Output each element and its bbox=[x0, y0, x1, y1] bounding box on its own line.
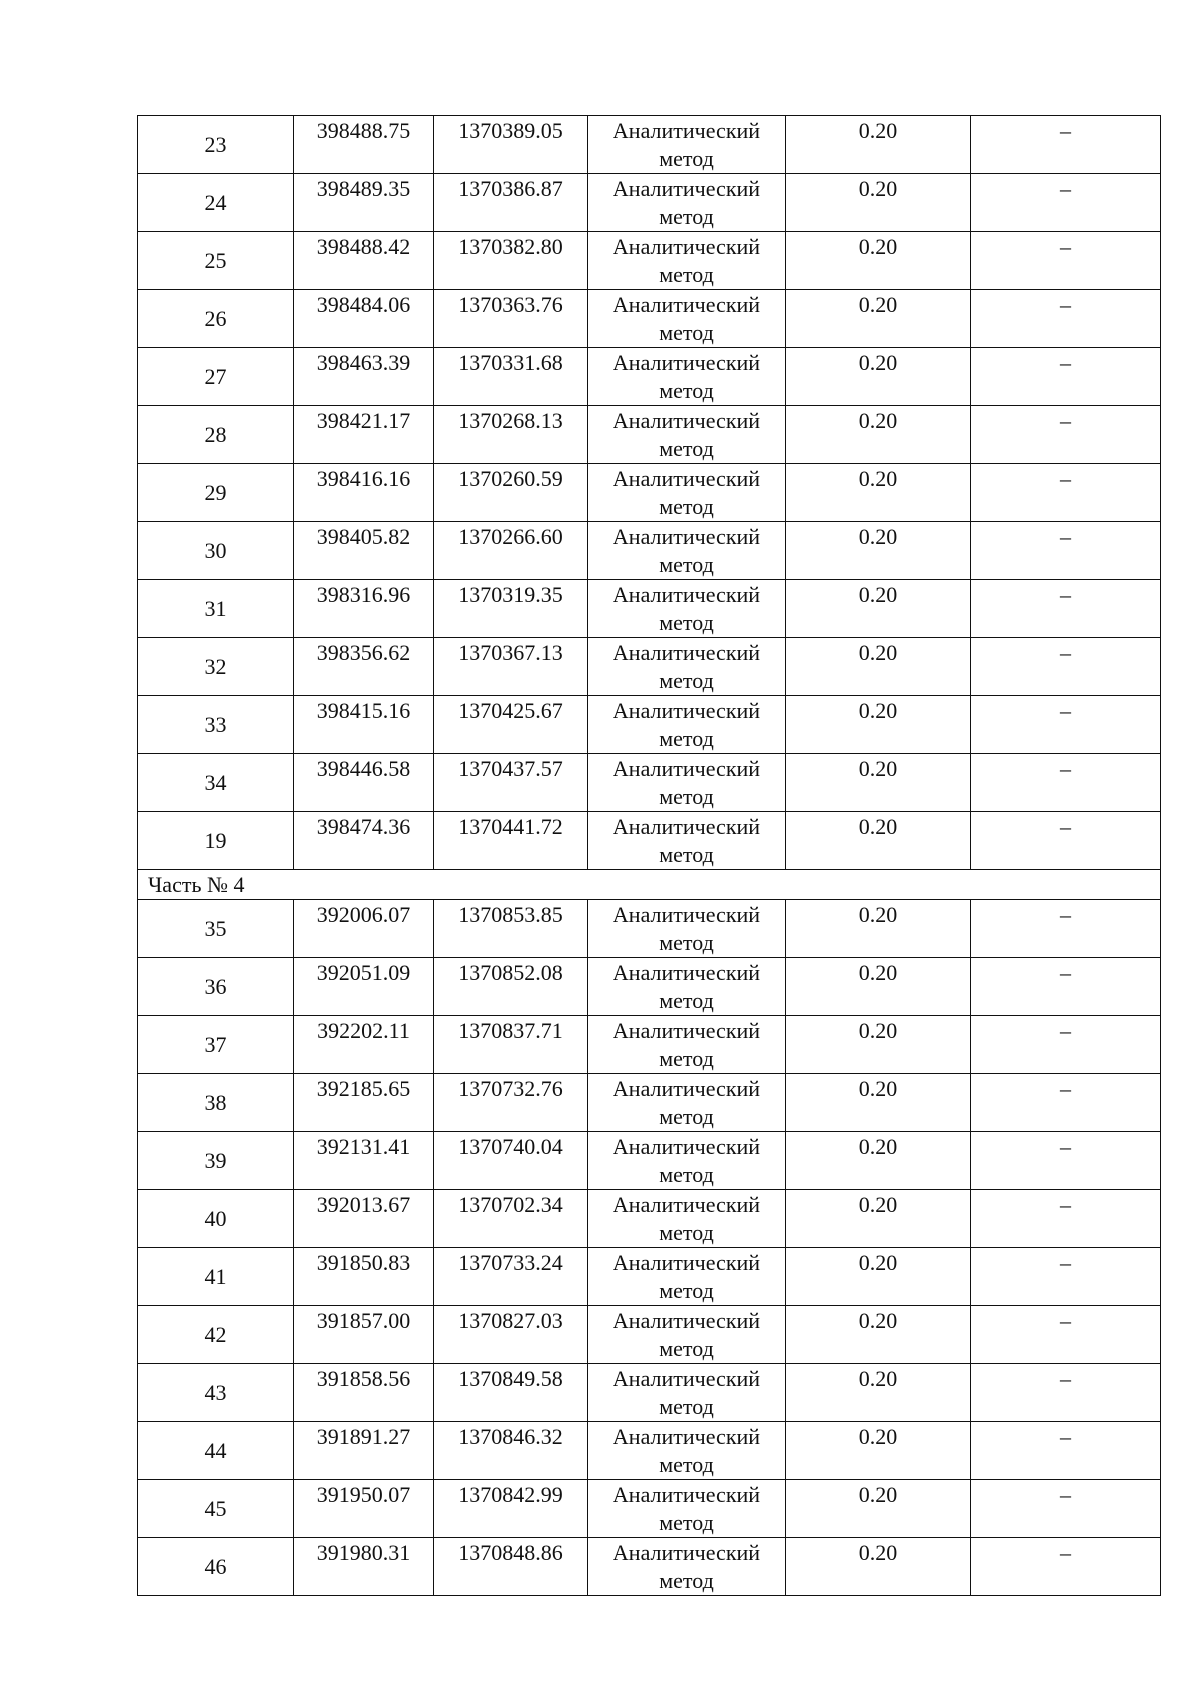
accuracy-cell: 0.20 bbox=[786, 958, 971, 1016]
method-cell bbox=[588, 1190, 786, 1248]
accuracy-cell: 0.20 bbox=[786, 812, 971, 870]
note-cell: – bbox=[971, 1364, 1161, 1422]
coord-y-cell: 1370740.04 bbox=[434, 1132, 588, 1190]
note-cell: – bbox=[971, 1422, 1161, 1480]
point-number-cell: 19 bbox=[138, 812, 294, 870]
accuracy-cell: 0.20 bbox=[786, 290, 971, 348]
coord-y-cell: 1370266.60 bbox=[434, 522, 588, 580]
method-line-1: Аналитический bbox=[612, 292, 761, 317]
note-cell: – bbox=[971, 464, 1161, 522]
coord-x-cell: 398421.17 bbox=[294, 406, 434, 464]
method-line-1: Аналитический bbox=[612, 1018, 761, 1043]
coord-x-cell: 392006.07 bbox=[294, 900, 434, 958]
method-line-1: Аналитический bbox=[612, 1134, 761, 1159]
method-cell bbox=[588, 958, 786, 1016]
coord-x-cell: 392185.65 bbox=[294, 1074, 434, 1132]
method-line-1: Аналитический bbox=[612, 902, 761, 927]
accuracy-cell: 0.20 bbox=[786, 1190, 971, 1248]
point-number-cell: 29 bbox=[138, 464, 294, 522]
accuracy-cell: 0.20 bbox=[786, 696, 971, 754]
note-cell: – bbox=[971, 1248, 1161, 1306]
accuracy-cell: 0.20 bbox=[786, 522, 971, 580]
coord-y-cell: 1370386.87 bbox=[434, 174, 588, 232]
method-cell bbox=[588, 1422, 786, 1480]
coord-x-cell: 398488.75 bbox=[294, 116, 434, 174]
method-cell bbox=[588, 696, 786, 754]
coord-y-cell: 1370702.34 bbox=[434, 1190, 588, 1248]
coord-y-cell: 1370441.72 bbox=[434, 812, 588, 870]
table-row bbox=[138, 348, 1161, 406]
accuracy-cell: 0.20 bbox=[786, 406, 971, 464]
table-row bbox=[138, 696, 1161, 754]
coord-y-cell: 1370732.76 bbox=[434, 1074, 588, 1132]
accuracy-cell: 0.20 bbox=[786, 464, 971, 522]
table-row bbox=[138, 464, 1161, 522]
coord-y-cell: 1370853.85 bbox=[434, 900, 588, 958]
method-line-2: метод bbox=[659, 552, 714, 577]
method-line-1: Аналитический bbox=[612, 640, 761, 665]
table-row bbox=[138, 1248, 1161, 1306]
accuracy-cell: 0.20 bbox=[786, 1538, 971, 1596]
note-cell: – bbox=[971, 232, 1161, 290]
note-cell: – bbox=[971, 174, 1161, 232]
coord-y-cell: 1370852.08 bbox=[434, 958, 588, 1016]
table-row bbox=[138, 1538, 1161, 1596]
accuracy-cell: 0.20 bbox=[786, 116, 971, 174]
table-row bbox=[138, 812, 1161, 870]
note-cell: – bbox=[971, 290, 1161, 348]
coord-x-cell: 392013.67 bbox=[294, 1190, 434, 1248]
point-number-cell: 25 bbox=[138, 232, 294, 290]
method-line-2: метод bbox=[659, 1278, 714, 1303]
method-line-1: Аналитический bbox=[612, 1482, 761, 1507]
point-number-cell: 45 bbox=[138, 1480, 294, 1538]
table-row bbox=[138, 1364, 1161, 1422]
coord-x-cell: 392202.11 bbox=[294, 1016, 434, 1074]
accuracy-cell: 0.20 bbox=[786, 1480, 971, 1538]
point-number-cell: 40 bbox=[138, 1190, 294, 1248]
method-line-2: метод bbox=[659, 1336, 714, 1361]
coord-y-cell: 1370842.99 bbox=[434, 1480, 588, 1538]
method-line-2: метод bbox=[659, 988, 714, 1013]
method-line-1: Аналитический bbox=[612, 698, 761, 723]
point-number-cell: 37 bbox=[138, 1016, 294, 1074]
accuracy-cell: 0.20 bbox=[786, 754, 971, 812]
section-label: Часть № 4 bbox=[138, 870, 1161, 900]
point-number-cell: 36 bbox=[138, 958, 294, 1016]
table-body-part-4 bbox=[138, 900, 1161, 1596]
method-line-1: Аналитический bbox=[612, 582, 761, 607]
method-line-1: Аналитический bbox=[612, 1308, 761, 1333]
table-row bbox=[138, 174, 1161, 232]
method-line-2: метод bbox=[659, 1394, 714, 1419]
method-line-1: Аналитический bbox=[612, 1192, 761, 1217]
method-cell bbox=[588, 116, 786, 174]
accuracy-cell: 0.20 bbox=[786, 1248, 971, 1306]
table-row bbox=[138, 1132, 1161, 1190]
point-number-cell: 46 bbox=[138, 1538, 294, 1596]
method-line-1: Аналитический bbox=[612, 524, 761, 549]
note-cell: – bbox=[971, 812, 1161, 870]
coord-x-cell: 391980.31 bbox=[294, 1538, 434, 1596]
coord-y-cell: 1370389.05 bbox=[434, 116, 588, 174]
method-cell bbox=[588, 290, 786, 348]
accuracy-cell: 0.20 bbox=[786, 1132, 971, 1190]
point-number-cell: 27 bbox=[138, 348, 294, 406]
coord-y-cell: 1370260.59 bbox=[434, 464, 588, 522]
point-number-cell: 30 bbox=[138, 522, 294, 580]
coordinates-table-page bbox=[137, 115, 1160, 1596]
note-cell: – bbox=[971, 1538, 1161, 1596]
coord-x-cell: 391857.00 bbox=[294, 1306, 434, 1364]
table-row bbox=[138, 522, 1161, 580]
table-row bbox=[138, 1422, 1161, 1480]
accuracy-cell: 0.20 bbox=[786, 580, 971, 638]
method-line-2: метод bbox=[659, 842, 714, 867]
coord-x-cell: 398316.96 bbox=[294, 580, 434, 638]
point-number-cell: 28 bbox=[138, 406, 294, 464]
table-row bbox=[138, 900, 1161, 958]
table-row bbox=[138, 580, 1161, 638]
table-row bbox=[138, 1480, 1161, 1538]
method-line-1: Аналитический bbox=[612, 960, 761, 985]
coord-x-cell: 398489.35 bbox=[294, 174, 434, 232]
accuracy-cell: 0.20 bbox=[786, 1364, 971, 1422]
coord-x-cell: 398484.06 bbox=[294, 290, 434, 348]
note-cell: – bbox=[971, 1190, 1161, 1248]
table-row bbox=[138, 638, 1161, 696]
coord-x-cell: 392131.41 bbox=[294, 1132, 434, 1190]
table-row bbox=[138, 1190, 1161, 1248]
method-cell bbox=[588, 348, 786, 406]
method-line-2: метод bbox=[659, 494, 714, 519]
method-cell bbox=[588, 522, 786, 580]
method-line-2: метод bbox=[659, 146, 714, 171]
coord-x-cell: 391950.07 bbox=[294, 1480, 434, 1538]
method-cell bbox=[588, 232, 786, 290]
note-cell: – bbox=[971, 1306, 1161, 1364]
method-line-2: метод bbox=[659, 378, 714, 403]
coord-y-cell: 1370319.35 bbox=[434, 580, 588, 638]
coord-x-cell: 391891.27 bbox=[294, 1422, 434, 1480]
coord-y-cell: 1370846.32 bbox=[434, 1422, 588, 1480]
point-number-cell: 31 bbox=[138, 580, 294, 638]
coord-x-cell: 398488.42 bbox=[294, 232, 434, 290]
coord-x-cell: 398446.58 bbox=[294, 754, 434, 812]
note-cell: – bbox=[971, 754, 1161, 812]
accuracy-cell: 0.20 bbox=[786, 1074, 971, 1132]
method-line-1: Аналитический bbox=[612, 118, 761, 143]
point-number-cell: 42 bbox=[138, 1306, 294, 1364]
accuracy-cell: 0.20 bbox=[786, 232, 971, 290]
coord-x-cell: 392051.09 bbox=[294, 958, 434, 1016]
point-number-cell: 44 bbox=[138, 1422, 294, 1480]
point-number-cell: 26 bbox=[138, 290, 294, 348]
method-line-2: метод bbox=[659, 204, 714, 229]
method-line-1: Аналитический bbox=[612, 814, 761, 839]
note-cell: – bbox=[971, 116, 1161, 174]
method-line-1: Аналитический bbox=[612, 1424, 761, 1449]
section-row bbox=[138, 870, 1161, 900]
coord-x-cell: 398474.36 bbox=[294, 812, 434, 870]
note-cell: – bbox=[971, 522, 1161, 580]
point-number-cell: 32 bbox=[138, 638, 294, 696]
method-cell bbox=[588, 1248, 786, 1306]
accuracy-cell: 0.20 bbox=[786, 1016, 971, 1074]
method-cell bbox=[588, 1538, 786, 1596]
note-cell: – bbox=[971, 1074, 1161, 1132]
table-row bbox=[138, 116, 1161, 174]
method-line-2: метод bbox=[659, 668, 714, 693]
coord-y-cell: 1370837.71 bbox=[434, 1016, 588, 1074]
table-row bbox=[138, 290, 1161, 348]
coord-y-cell: 1370363.76 bbox=[434, 290, 588, 348]
coord-y-cell: 1370425.67 bbox=[434, 696, 588, 754]
method-line-2: метод bbox=[659, 1510, 714, 1535]
note-cell: – bbox=[971, 1016, 1161, 1074]
method-line-1: Аналитический bbox=[612, 1540, 761, 1565]
method-line-2: метод bbox=[659, 320, 714, 345]
method-line-1: Аналитический bbox=[612, 408, 761, 433]
coord-y-cell: 1370849.58 bbox=[434, 1364, 588, 1422]
method-line-1: Аналитический bbox=[612, 176, 761, 201]
note-cell: – bbox=[971, 348, 1161, 406]
method-cell bbox=[588, 754, 786, 812]
section-part-4 bbox=[138, 870, 1161, 900]
method-line-2: метод bbox=[659, 930, 714, 955]
method-line-2: метод bbox=[659, 262, 714, 287]
method-line-2: метод bbox=[659, 784, 714, 809]
method-cell bbox=[588, 900, 786, 958]
point-number-cell: 38 bbox=[138, 1074, 294, 1132]
coord-x-cell: 391850.83 bbox=[294, 1248, 434, 1306]
coord-x-cell: 398415.16 bbox=[294, 696, 434, 754]
note-cell: – bbox=[971, 696, 1161, 754]
coord-x-cell: 398416.16 bbox=[294, 464, 434, 522]
point-number-cell: 23 bbox=[138, 116, 294, 174]
method-cell bbox=[588, 1074, 786, 1132]
accuracy-cell: 0.20 bbox=[786, 638, 971, 696]
method-line-1: Аналитический bbox=[612, 234, 761, 259]
point-number-cell: 24 bbox=[138, 174, 294, 232]
table-row bbox=[138, 1306, 1161, 1364]
method-line-2: метод bbox=[659, 1568, 714, 1593]
point-number-cell: 43 bbox=[138, 1364, 294, 1422]
table-row bbox=[138, 232, 1161, 290]
note-cell: – bbox=[971, 638, 1161, 696]
method-line-2: метод bbox=[659, 1046, 714, 1071]
coord-x-cell: 391858.56 bbox=[294, 1364, 434, 1422]
table-row bbox=[138, 958, 1161, 1016]
table-row bbox=[138, 406, 1161, 464]
method-line-1: Аналитический bbox=[612, 1250, 761, 1275]
coord-y-cell: 1370331.68 bbox=[434, 348, 588, 406]
table-row bbox=[138, 754, 1161, 812]
point-number-cell: 39 bbox=[138, 1132, 294, 1190]
coord-x-cell: 398356.62 bbox=[294, 638, 434, 696]
method-line-1: Аналитический bbox=[612, 1076, 761, 1101]
method-line-2: метод bbox=[659, 1220, 714, 1245]
method-cell bbox=[588, 1016, 786, 1074]
point-number-cell: 41 bbox=[138, 1248, 294, 1306]
method-line-1: Аналитический bbox=[612, 466, 761, 491]
coord-y-cell: 1370848.86 bbox=[434, 1538, 588, 1596]
method-cell bbox=[588, 1364, 786, 1422]
method-line-2: метод bbox=[659, 726, 714, 751]
coord-y-cell: 1370382.80 bbox=[434, 232, 588, 290]
method-line-1: Аналитический bbox=[612, 756, 761, 781]
method-line-1: Аналитический bbox=[612, 350, 761, 375]
method-line-2: метод bbox=[659, 436, 714, 461]
note-cell: – bbox=[971, 406, 1161, 464]
method-cell bbox=[588, 1132, 786, 1190]
accuracy-cell: 0.20 bbox=[786, 900, 971, 958]
point-number-cell: 35 bbox=[138, 900, 294, 958]
coord-y-cell: 1370733.24 bbox=[434, 1248, 588, 1306]
coord-y-cell: 1370268.13 bbox=[434, 406, 588, 464]
accuracy-cell: 0.20 bbox=[786, 174, 971, 232]
coord-x-cell: 398463.39 bbox=[294, 348, 434, 406]
method-cell bbox=[588, 1306, 786, 1364]
accuracy-cell: 0.20 bbox=[786, 1422, 971, 1480]
method-cell bbox=[588, 464, 786, 522]
table-row bbox=[138, 1074, 1161, 1132]
accuracy-cell: 0.20 bbox=[786, 1306, 971, 1364]
coordinates-table bbox=[137, 115, 1161, 1596]
method-cell bbox=[588, 638, 786, 696]
coord-x-cell: 398405.82 bbox=[294, 522, 434, 580]
method-cell bbox=[588, 812, 786, 870]
note-cell: – bbox=[971, 1480, 1161, 1538]
accuracy-cell: 0.20 bbox=[786, 348, 971, 406]
coord-y-cell: 1370367.13 bbox=[434, 638, 588, 696]
method-cell bbox=[588, 580, 786, 638]
method-cell bbox=[588, 174, 786, 232]
note-cell: – bbox=[971, 900, 1161, 958]
note-cell: – bbox=[971, 1132, 1161, 1190]
method-cell bbox=[588, 406, 786, 464]
table-body-part-3 bbox=[138, 116, 1161, 870]
method-line-2: метод bbox=[659, 1162, 714, 1187]
method-line-1: Аналитический bbox=[612, 1366, 761, 1391]
method-line-2: метод bbox=[659, 1104, 714, 1129]
method-line-2: метод bbox=[659, 1452, 714, 1477]
coord-y-cell: 1370827.03 bbox=[434, 1306, 588, 1364]
note-cell: – bbox=[971, 958, 1161, 1016]
method-line-2: метод bbox=[659, 610, 714, 635]
table-row bbox=[138, 1016, 1161, 1074]
note-cell: – bbox=[971, 580, 1161, 638]
point-number-cell: 34 bbox=[138, 754, 294, 812]
coord-y-cell: 1370437.57 bbox=[434, 754, 588, 812]
point-number-cell: 33 bbox=[138, 696, 294, 754]
method-cell bbox=[588, 1480, 786, 1538]
